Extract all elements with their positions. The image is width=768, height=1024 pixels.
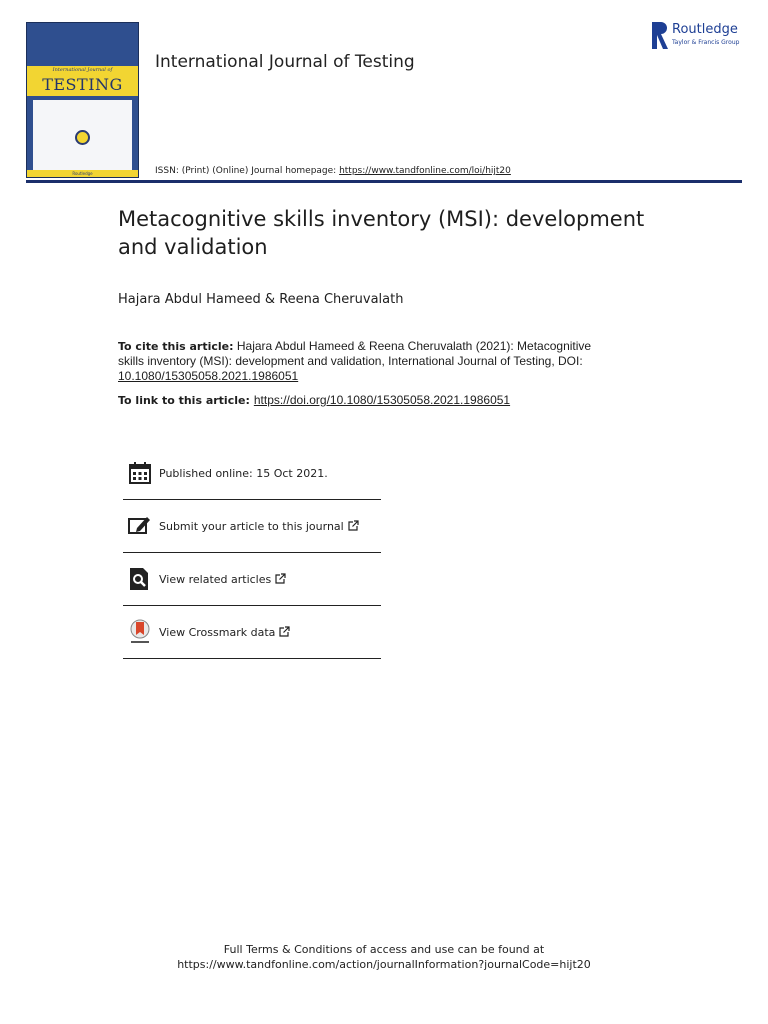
journal-homepage-link[interactable]: https://www.tandfonline.com/loi/hijt20 <box>339 166 511 176</box>
terms-text: Full Terms & Conditions of access and use can be found at <box>223 943 545 956</box>
cover-subtitle: International Journal of <box>52 67 113 73</box>
cover-publisher: Routledge <box>72 171 93 176</box>
header-divider <box>26 180 742 183</box>
submit-article-row[interactable] <box>123 500 381 553</box>
external-link-icon <box>275 573 286 584</box>
journal-title: International Journal of Testing <box>155 52 415 72</box>
submit-article-label: Submit your article to this journal <box>159 519 344 533</box>
publisher-logo[interactable] <box>652 22 744 52</box>
published-online-text: Published online: 15 Oct 2021. <box>159 466 328 480</box>
submit-article-link[interactable] <box>159 520 359 533</box>
external-link-icon <box>348 520 359 531</box>
crossmark-icon <box>127 619 153 645</box>
cover-logo-icon <box>75 130 90 145</box>
related-articles-link[interactable] <box>159 573 286 586</box>
related-articles-icon <box>127 566 153 592</box>
article-link-label: To link to this article: <box>118 394 250 407</box>
crossmark-row[interactable] <box>123 606 381 659</box>
routledge-r-icon <box>652 22 668 49</box>
publisher-name: Routledge <box>672 22 738 37</box>
cover-panel <box>33 100 132 170</box>
related-articles-label: View related articles <box>159 572 272 586</box>
calendar-icon <box>127 460 153 486</box>
published-online-row <box>123 447 381 500</box>
cover-title: TESTING <box>42 75 123 94</box>
article-title: Metacognitive skills inventory (MSI): development and validation <box>118 207 645 259</box>
external-link-icon <box>279 626 290 637</box>
crossmark-link[interactable] <box>159 626 290 639</box>
edit-icon <box>127 513 153 539</box>
cover-top-text <box>33 29 134 45</box>
crossmark-label: View Crossmark data <box>159 625 276 639</box>
issn-text: ISSN: (Print) (Online) Journal homepage: <box>155 166 340 176</box>
issn-line <box>155 166 511 176</box>
related-articles-row[interactable] <box>123 553 381 606</box>
article-doi-url-link[interactable]: https://doi.org/10.1080/15305058.2021.1986051 <box>253 393 511 407</box>
publisher-group: Taylor & Francis Group <box>672 39 740 46</box>
citation-doi-link[interactable]: 10.1080/15305058.2021.1986051 <box>118 369 299 383</box>
citation-text: Hajara Abdul Hameed & Reena Cheruvalath (2021): Metacognitive skills inventory (MSI): development and validation, International Journal of Testing, DOI: <box>118 339 592 368</box>
article-actions <box>123 447 381 659</box>
terms-footer <box>0 942 768 972</box>
article-link-line <box>118 393 510 407</box>
journal-cover-image <box>26 22 139 178</box>
article-authors: Hajara Abdul Hameed & Reena Cheruvalath <box>118 292 404 307</box>
citation-block <box>118 339 618 384</box>
citation-label: To cite this article: <box>118 340 234 353</box>
terms-url-link[interactable]: https://www.tandfonline.com/action/journalInformation?journalCode=hijt20 <box>177 958 591 971</box>
